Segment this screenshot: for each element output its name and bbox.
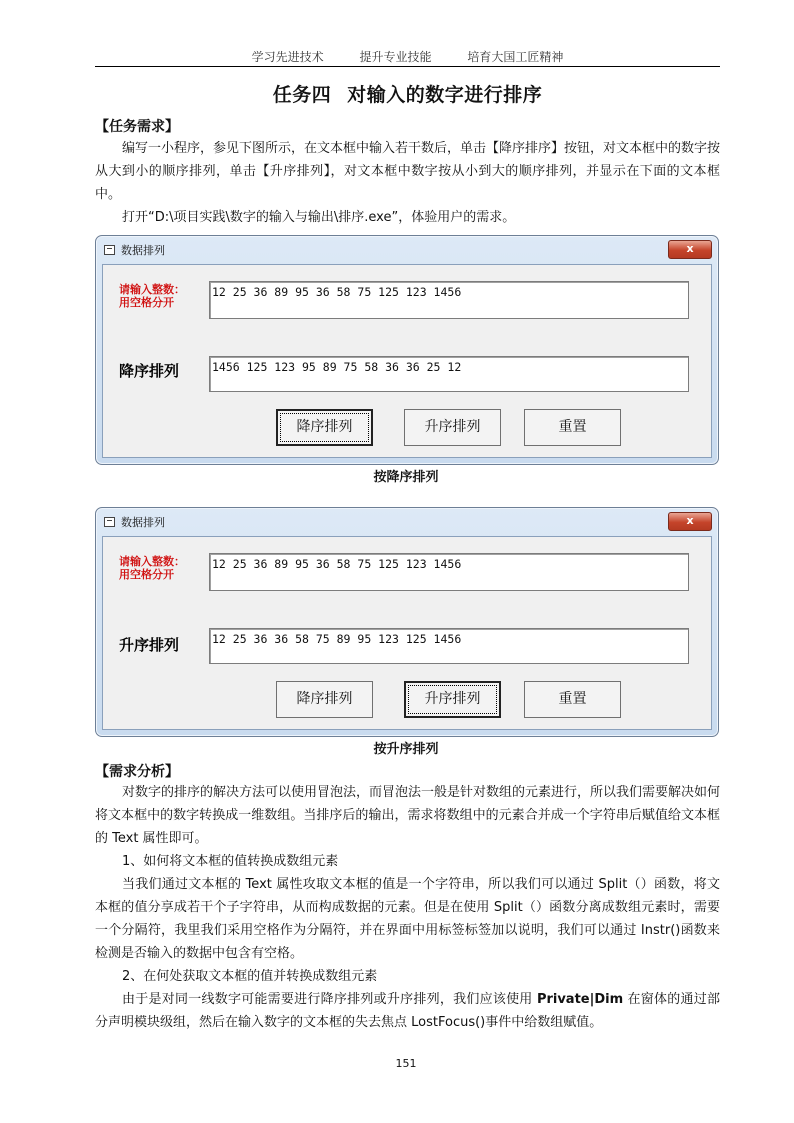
page-number: 151 — [395, 1057, 417, 1070]
figure-caption: 按降序排列 — [373, 470, 439, 485]
task-requirement-open-paragraph: 打开“D:\项目实践\数字的输入与输出\排序.exe”，体验用户的需求。 — [122, 210, 516, 225]
header-item: 提升专业技能 — [359, 50, 432, 64]
result-label: 降序排列 — [119, 362, 180, 380]
dialog-client-area — [102, 536, 712, 730]
prompt-line: 请输入整数： — [119, 283, 185, 296]
sort-dialog-ascending — [95, 507, 719, 737]
ascending-sort-button[interactable]: 升序排列 — [404, 681, 501, 718]
window-icon — [104, 517, 115, 527]
running-header — [95, 48, 720, 65]
header-item: 培育大国工匠精神 — [467, 50, 564, 64]
result-output-field[interactable]: 12 25 36 36 58 75 89 95 123 125 1456 — [209, 628, 689, 664]
sort-dialog-descending — [95, 235, 719, 465]
prompt-line: 用空格分开 — [119, 568, 174, 581]
task-requirement-heading: 【任务需求】 — [95, 119, 179, 135]
analysis-subheading: 2、在何处获取文本框的值并转换成数组元素 — [122, 969, 378, 984]
ascending-sort-button[interactable]: 升序排列 — [404, 409, 501, 446]
paragraph-text: 由于是对同一线数字可能需要进行降序排列或升序排列，我们应该使用 — [122, 992, 537, 1007]
close-button[interactable]: x — [668, 512, 712, 531]
figure-caption: 按升序排列 — [373, 742, 439, 757]
page-title — [95, 80, 720, 107]
keyword-text: Private|Dim — [536, 992, 624, 1007]
result-label: 升序排列 — [119, 636, 180, 654]
analysis-paragraph: 对数字的排序的解决方法可以使用冒泡法，而冒泡法一般是针对数组的元素进行，所以我们需要解决如何将文本框中的数字转换成一维数组。当排序后的输出，需求将数组中的元素合并成一个字符串后赋值给文本框的 Text 属性即可。 — [95, 785, 721, 846]
prompt-line: 用空格分开 — [119, 296, 174, 309]
title-task-number: 任务四 — [272, 84, 332, 106]
reset-button[interactable]: 重置 — [524, 681, 621, 718]
task-requirement-paragraph: 编写一小程序，参见下图所示，在文本框中输入若干数后，单击【降序排序】按钮，对文本框中的数字按从大到小的顺序排列，单击【升序排列】，对文本框中数字按从小到大的顺序排列，并显示在下面的文本框中。 — [95, 141, 721, 202]
descending-sort-button[interactable]: 降序排列 — [276, 409, 373, 446]
input-prompt-label — [119, 555, 185, 581]
dialog-title: 数据排列 — [121, 244, 165, 257]
close-button[interactable]: x — [668, 240, 712, 259]
result-output-field[interactable]: 1456 125 123 95 89 75 58 36 36 25 12 — [209, 356, 689, 392]
analysis-paragraph — [95, 988, 720, 1034]
prompt-line: 请输入整数： — [119, 555, 185, 568]
header-rule — [95, 66, 720, 67]
input-prompt-label — [119, 283, 185, 309]
dialog-title: 数据排列 — [121, 516, 165, 529]
dialog-titlebar[interactable] — [96, 508, 718, 536]
analysis-subheading: 1、如何将文本框的值转换成数组元素 — [122, 854, 339, 869]
descending-sort-button[interactable]: 降序排列 — [276, 681, 373, 718]
analysis-heading: 【需求分析】 — [95, 764, 179, 780]
reset-button[interactable]: 重置 — [524, 409, 621, 446]
paragraph-text: 在窗体的通过部分声明模块级组，然后在输入数字的文本框的失去焦点 LostFocus()事件中给数组赋值。 — [95, 992, 720, 1030]
analysis-paragraph: 当我们通过文本框的 Text 属性攻取文本框的值是一个字符串，所以我们可以通过 Split（）函数，将文本框的值分享成若干个子字符串，从而构成数据的元素。但是在使用 Split（）函数分离成数组元素时，需要一个分隔符，我里我们采用空格作为分隔符，并在界面中用标签标签加以说明，我们可以通过 Instr()函数来检测是否输入的数据中包含有空格。 — [95, 877, 720, 961]
dialog-titlebar[interactable] — [96, 236, 718, 264]
title-task-name: 对输入的数字进行排序 — [347, 84, 543, 106]
number-input-field[interactable]: 12 25 36 89 95 36 58 75 125 123 1456 — [209, 281, 689, 319]
header-item: 学习先进技术 — [251, 50, 324, 64]
number-input-field[interactable]: 12 25 36 89 95 36 58 75 125 123 1456 — [209, 553, 689, 591]
dialog-client-area — [102, 264, 712, 458]
window-icon — [104, 245, 115, 255]
